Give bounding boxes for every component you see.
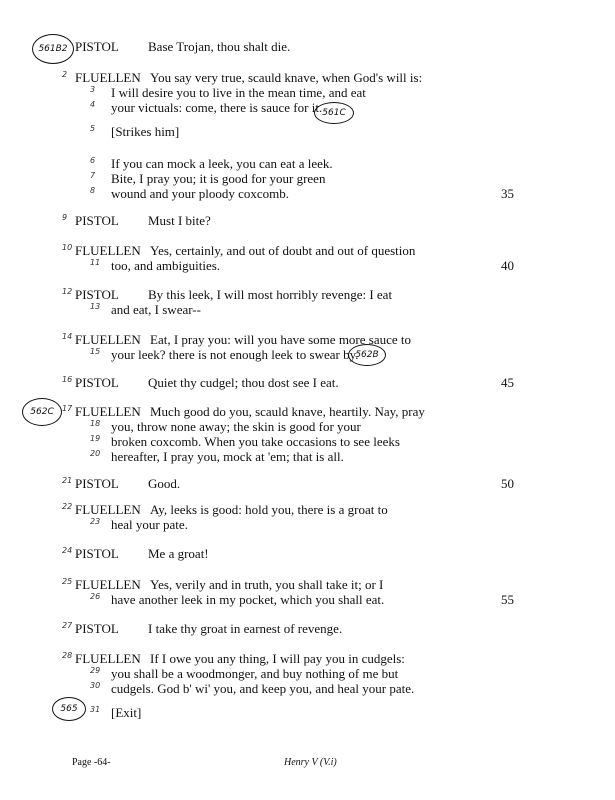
handwritten-line-number: 28 xyxy=(62,651,73,660)
handwritten-line-number: 7 xyxy=(90,171,96,180)
dialogue-line: Yes, verily and in truth, you shall take it; or I xyxy=(150,577,384,592)
speaker-name: FLUELLEN xyxy=(75,70,141,85)
dialogue-line: broken coxcomb. When you take occasions to see leeks xyxy=(111,434,400,449)
dialogue-line: your victuals: come, there is sauce for it. xyxy=(111,100,323,115)
dialogue-line: Yes, certainly, and out of doubt and out of question xyxy=(150,243,416,258)
speaker-name: FLUELLEN xyxy=(75,332,141,347)
handwritten-line-number: 23 xyxy=(90,517,101,526)
dialogue-line: Good. xyxy=(148,476,181,491)
handwritten-line-number: 21 xyxy=(62,476,73,485)
handwritten-line-number: 29 xyxy=(90,666,101,675)
speaker-name: PISTOL xyxy=(75,476,119,491)
dialogue-line: Must I bite? xyxy=(148,213,211,228)
handwritten-line-number: 30 xyxy=(90,681,101,690)
speaker-name: PISTOL xyxy=(75,39,119,54)
line-number: 35 xyxy=(501,186,514,201)
play-title: Henry V (V.i) xyxy=(284,757,337,768)
dialogue-line: Eat, I pray you: will you have some more sauce to xyxy=(150,332,412,347)
handwritten-line-number: 24 xyxy=(62,546,73,555)
handwritten-line-number: 8 xyxy=(90,186,96,195)
dialogue-line: have another leek in my pocket, which you shall eat. xyxy=(111,592,385,607)
line-number: 50 xyxy=(501,476,514,491)
speaker-name: FLUELLEN xyxy=(75,577,141,592)
handwritten-line-number: 25 xyxy=(62,577,73,586)
dialogue-line: too, and ambiguities. xyxy=(111,258,221,273)
dialogue-line: Quiet thy cudgel; thou dost see I eat. xyxy=(148,375,339,390)
stage-direction: If you can mock a leek, you can eat a leek. xyxy=(111,156,333,171)
handwritten-line-number: 22 xyxy=(62,502,73,511)
handwritten-line-number: 20 xyxy=(90,449,101,458)
handwritten-line-number: 27 xyxy=(62,621,73,630)
dialogue-line: and eat, I swear-- xyxy=(111,302,201,317)
handwritten-line-number: 11 xyxy=(90,258,101,267)
line-number: 55 xyxy=(501,592,514,607)
speaker-name: FLUELLEN xyxy=(75,243,141,258)
stage-direction: wound and your ploody coxcomb. xyxy=(111,186,290,201)
circled-annotation: 561C xyxy=(314,102,354,124)
dialogue-line: You say very true, scauld knave, when God's will is: xyxy=(150,70,423,85)
handwritten-line-number: 6 xyxy=(90,156,96,165)
stage-direction: Bite, I pray you; it is good for your green xyxy=(111,171,326,186)
handwritten-line-number: 19 xyxy=(90,434,101,443)
dialogue-line: Base Trojan, thou shalt die. xyxy=(148,39,291,54)
handwritten-line-number: 31 xyxy=(90,705,101,714)
circled-annotation: 565 xyxy=(52,697,86,721)
line-number: 40 xyxy=(501,258,514,273)
handwritten-line-number: 16 xyxy=(62,375,73,384)
handwritten-line-number: 2 xyxy=(62,70,68,79)
speaker-name: PISTOL xyxy=(75,287,119,302)
stage-direction: [Strikes him] xyxy=(111,124,180,139)
circled-annotation: 562B xyxy=(348,344,386,366)
speaker-name: PISTOL xyxy=(75,375,119,390)
handwritten-line-number: 13 xyxy=(90,302,101,311)
dialogue-line: I will desire you to live in the mean time, and eat xyxy=(111,85,366,100)
speaker-name: PISTOL xyxy=(75,621,119,636)
speaker-name: FLUELLEN xyxy=(75,502,141,517)
handwritten-line-number: 14 xyxy=(62,332,73,341)
handwritten-line-number: 18 xyxy=(90,419,101,428)
circled-annotation: 562C xyxy=(22,398,62,426)
handwritten-line-number: 10 xyxy=(62,243,73,252)
handwritten-line-number: 5 xyxy=(90,124,96,133)
dialogue-line: I take thy groat in earnest of revenge. xyxy=(148,621,343,636)
speaker-name: FLUELLEN xyxy=(75,651,141,666)
handwritten-line-number: 17 xyxy=(62,404,73,413)
handwritten-line-number: 12 xyxy=(62,287,73,296)
speaker-name: FLUELLEN xyxy=(75,404,141,419)
dialogue-line: Ay, leeks is good: hold you, there is a groat to xyxy=(150,502,388,517)
handwritten-line-number: 4 xyxy=(90,100,96,109)
dialogue-line: hereafter, I pray you, mock at 'em; that is all. xyxy=(111,449,344,464)
handwritten-line-number: 3 xyxy=(90,85,96,94)
handwritten-line-number: 9 xyxy=(62,213,68,222)
dialogue-line: If I owe you any thing, I will pay you in cudgels: xyxy=(150,651,405,666)
dialogue-line: By this leek, I will most horribly revenge: I eat xyxy=(148,287,393,302)
dialogue-line: heal your pate. xyxy=(111,517,188,532)
dialogue-line: you, throw none away; the skin is good for your xyxy=(111,419,361,434)
stage-direction: [Exit] xyxy=(111,705,142,720)
dialogue-line: cudgels. God b' wi' you, and keep you, and heal your pate. xyxy=(111,681,415,696)
line-number: 45 xyxy=(501,375,514,390)
dialogue-line: your leek? there is not enough leek to swear by. xyxy=(111,347,359,362)
dialogue-line: you shall be a woodmonger, and buy nothing of me but xyxy=(111,666,399,681)
page-number: Page -64- xyxy=(72,757,111,768)
handwritten-line-number: 26 xyxy=(90,592,101,601)
handwritten-line-number: 15 xyxy=(90,347,101,356)
dialogue-line: Me a groat! xyxy=(148,546,209,561)
speaker-name: PISTOL xyxy=(75,546,119,561)
speaker-name: PISTOL xyxy=(75,213,119,228)
circled-annotation: 561B2 xyxy=(32,34,74,64)
dialogue-line: Much good do you, scauld knave, heartily. Nay, pray xyxy=(150,404,425,419)
